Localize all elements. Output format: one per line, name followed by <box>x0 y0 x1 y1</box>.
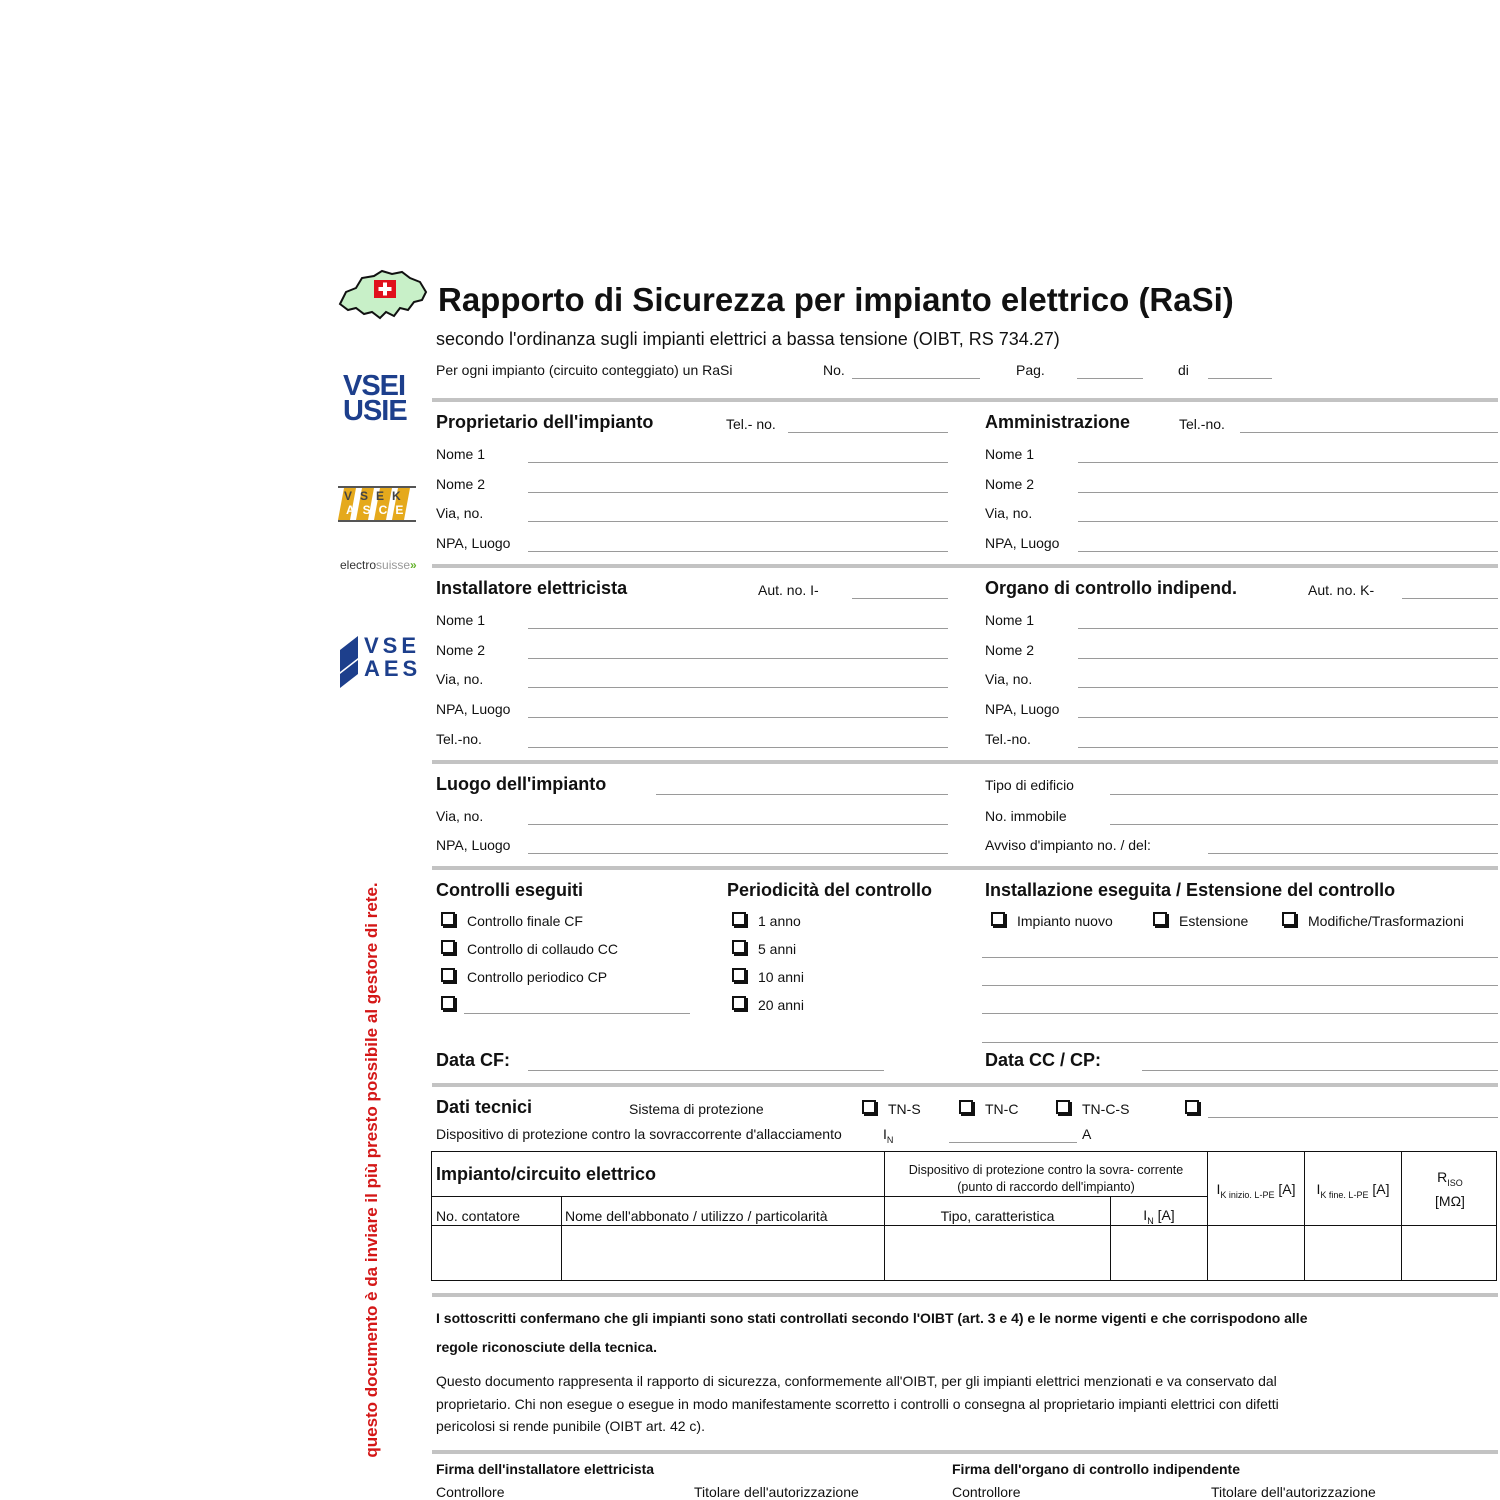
col-in <box>1111 1207 1207 1226</box>
tn-c-checkbox[interactable] <box>959 1100 973 1114</box>
report-no-field[interactable] <box>852 378 980 379</box>
installer-controller-label: Controllore <box>436 1484 505 1500</box>
period-20-checkbox[interactable] <box>732 996 746 1010</box>
tn-c-s-label: TN-C-S <box>1082 1101 1130 1117</box>
asce-logo-text: ASCE <box>346 503 412 517</box>
separator <box>432 1293 1498 1297</box>
installation-heading: Installazione eseguita / Estensione del controllo <box>985 880 1396 900</box>
control-body-aut-label: Aut. no. K- <box>1308 582 1375 598</box>
table-cell-ik-start[interactable] <box>1208 1226 1304 1280</box>
side-note: questo documento è da inviare il più presto possibile al gestore di rete. <box>362 882 381 1458</box>
installer-tel-field[interactable] <box>528 747 948 748</box>
location-field-label: NPA, Luogo <box>436 837 511 853</box>
property-no-label: No. immobile <box>985 808 1067 824</box>
table-line <box>884 1196 1207 1197</box>
declaration-bold-line: I sottoscritti confermano che gli impianti sono stati controllati secondo l'OIBT (art. 3 e 4) e le norme vigenti e che corrispodono alle <box>436 1310 1308 1326</box>
page-of-label: di <box>1178 362 1189 378</box>
owner-street-field[interactable] <box>528 521 948 522</box>
modifications-checkbox[interactable] <box>1282 912 1296 926</box>
page-total-field[interactable] <box>1208 378 1272 379</box>
date-cc-cp-label: Data CC / CP: <box>985 1050 1102 1070</box>
table-cell-meter[interactable] <box>432 1226 561 1280</box>
extension-label: Estensione <box>1179 913 1249 929</box>
location-name-field[interactable] <box>656 794 948 795</box>
declaration-text-line: proprietario. Chi non esegue o esegue in modo manifestamente scorretto i controlli o consegna al proprietario impianti elettrici con difetti <box>436 1396 1279 1412</box>
vsek-asce-logo <box>338 486 416 522</box>
ik-start-main: I <box>1216 1181 1221 1197</box>
ik-end-sub: K fine. L-PE <box>1320 1189 1369 1200</box>
owner-tel-label: Tel.- no. <box>726 416 776 432</box>
page-title: Rapporto di Sicurezza per impianto elettrico (RaSi) <box>438 281 1234 318</box>
check-cf-label: Controllo finale CF <box>467 913 583 929</box>
installer-field-label: Tel.-no. <box>436 731 482 747</box>
owner-field-label: Via, no. <box>436 505 484 521</box>
riso-header <box>1402 1168 1498 1210</box>
period-20-label: 20 anni <box>758 997 804 1013</box>
ik-end-main: I <box>1316 1181 1321 1197</box>
ik-end-header <box>1305 1181 1401 1200</box>
administration-name2-field[interactable] <box>1078 492 1498 493</box>
installation-notes-line[interactable] <box>982 1013 1498 1014</box>
administration-heading: Amministrazione <box>985 412 1131 432</box>
check-cp-label: Controllo periodico CP <box>467 969 608 985</box>
owner-field-label: NPA, Luogo <box>436 535 511 551</box>
check-other-checkbox[interactable] <box>441 996 455 1010</box>
control-body-field-label: Via, no. <box>985 671 1033 687</box>
period-1-label: 1 anno <box>758 913 801 929</box>
table-line <box>432 1196 884 1197</box>
tn-s-checkbox[interactable] <box>862 1100 876 1114</box>
other-system-checkbox[interactable] <box>1185 1100 1199 1114</box>
owner-tel-field[interactable] <box>788 432 948 433</box>
installer-city-field[interactable] <box>528 717 948 718</box>
check-cf-checkbox[interactable] <box>441 912 455 926</box>
overcurrent-value-field[interactable] <box>949 1142 1077 1143</box>
riso-sub: ISO <box>1447 1177 1463 1188</box>
tn-c-s-checkbox[interactable] <box>1056 1100 1070 1114</box>
in-label <box>883 1126 893 1145</box>
switzerland-map-logo <box>336 268 428 320</box>
overcurrent-unit: A <box>1082 1126 1092 1142</box>
administration-field-label: Nome 1 <box>985 446 1035 462</box>
installer-aut-field[interactable] <box>852 598 948 599</box>
col-subscriber: Nome dell'abbonato / utilizzo / particolarità <box>565 1208 828 1224</box>
administration-city-field[interactable] <box>1078 551 1498 552</box>
property-no-field[interactable] <box>1110 824 1498 825</box>
administration-field-label: Nome 2 <box>985 476 1035 492</box>
checks-heading: Controlli eseguiti <box>436 880 584 900</box>
period-1-checkbox[interactable] <box>732 912 746 926</box>
device-header-line1: Dispositivo di protezione contro la sovra- corrente <box>908 1163 1184 1177</box>
device-header <box>885 1162 1207 1196</box>
control-body-aut-field[interactable] <box>1402 598 1498 599</box>
installer-field-label: NPA, Luogo <box>436 701 511 717</box>
control-body-city-field[interactable] <box>1078 717 1498 718</box>
administration-name1-field[interactable] <box>1078 462 1498 463</box>
control-controller-label: Controllore <box>952 1484 1021 1500</box>
installer-name1-field[interactable] <box>528 628 948 629</box>
separator <box>432 866 1498 870</box>
owner-name2-field[interactable] <box>528 492 948 493</box>
installer-field-label: Via, no. <box>436 671 484 687</box>
check-cp-checkbox[interactable] <box>441 968 455 982</box>
col-type: Tipo, caratteristica <box>940 1208 1055 1224</box>
location-field-label: Via, no. <box>436 808 484 824</box>
vsei-usie-logo <box>343 370 407 427</box>
col-in-sub: N <box>1147 1215 1154 1226</box>
modifications-label: Modifiche/Trasformazioni <box>1308 913 1464 929</box>
tn-c-label: TN-C <box>985 1101 1019 1117</box>
vsei-logo-text: VSEI <box>343 370 406 402</box>
electrosuisse-logo-b: suisse <box>376 558 411 572</box>
period-5-checkbox[interactable] <box>732 940 746 954</box>
page-label: Pag. <box>1016 362 1045 378</box>
riso-main: R <box>1437 1169 1448 1185</box>
col-meter: No. contatore <box>436 1208 521 1224</box>
usie-logo-text: USIE <box>343 395 407 427</box>
vse-logo-text: VSE <box>364 633 421 658</box>
installer-holder-label: Titolare dell'autorizzazione <box>694 1484 859 1500</box>
location-heading: Luogo dell'impianto <box>436 774 607 794</box>
page-number-field[interactable] <box>1077 378 1143 379</box>
other-system-field[interactable] <box>1208 1117 1498 1118</box>
administration-tel-label: Tel.-no. <box>1179 416 1225 432</box>
installer-aut-label: Aut. no. I- <box>758 582 819 598</box>
control-body-field-label: Tel.-no. <box>985 731 1031 747</box>
declaration-text-line: pericolosi si rende punibile (OIBT art. 42 c). <box>436 1418 705 1434</box>
new-installation-label: Impianto nuovo <box>1017 913 1113 929</box>
device-header-line2: (punto di raccordo dell'impianto) <box>957 1180 1135 1194</box>
ik-end-unit: [A] <box>1372 1181 1390 1197</box>
vsek-logo-text: VSEK <box>344 489 409 503</box>
report-no-label: No. <box>823 362 845 378</box>
overcurrent-label: Dispositivo di protezione contro la sovraccorrente d'allacciamento <box>436 1126 842 1142</box>
control-body-field-label: Nome 1 <box>985 612 1035 628</box>
installer-heading: Installatore elettricista <box>436 578 628 598</box>
date-cc-cp-field[interactable] <box>1142 1070 1498 1071</box>
check-cc-checkbox[interactable] <box>441 940 455 954</box>
installer-field-label: Nome 2 <box>436 642 486 658</box>
owner-heading: Proprietario dell'impianto <box>436 412 654 432</box>
electrosuisse-logo <box>340 558 417 572</box>
control-body-tel-field[interactable] <box>1078 747 1498 748</box>
table-cell-ik-end[interactable] <box>1305 1226 1401 1280</box>
owner-name1-field[interactable] <box>528 462 948 463</box>
control-body-heading: Organo di controllo indipend. <box>985 578 1237 598</box>
separator <box>432 1083 1498 1087</box>
in-label-main: I <box>883 1126 887 1142</box>
control-body-field-label: NPA, Luogo <box>985 701 1060 717</box>
control-body-field-label: Nome 2 <box>985 642 1035 658</box>
installation-notes-line[interactable] <box>982 1042 1498 1043</box>
table-title: Impianto/circuito elettrico <box>436 1164 657 1184</box>
installation-notice-label: Avviso d'impianto no. / del: <box>985 837 1151 853</box>
ik-start-sub: K inizio. L-PE <box>1220 1189 1275 1200</box>
declaration-bold-line: regole riconosciute della tecnica. <box>436 1339 657 1355</box>
period-10-label: 10 anni <box>758 969 804 985</box>
installer-signature-heading: Firma dell'installatore elettricista <box>436 1461 655 1477</box>
separator <box>432 398 1498 402</box>
owner-field-label: Nome 1 <box>436 446 486 462</box>
control-body-street-field[interactable] <box>1078 687 1498 688</box>
control-holder-label: Titolare dell'autorizzazione <box>1211 1484 1376 1500</box>
protection-system-label: Sistema di protezione <box>629 1101 764 1117</box>
building-type-field[interactable] <box>1110 794 1498 795</box>
table-cell-subscriber[interactable] <box>562 1226 884 1280</box>
administration-tel-field[interactable] <box>1240 432 1498 433</box>
separator <box>432 1450 1498 1454</box>
declaration-text-line: Questo documento rappresenta il rapporto di sicurezza, conformemente all'OIBT, per gli impianti elettrici menzionati e va conservato dal <box>436 1373 1277 1389</box>
administration-field-label: NPA, Luogo <box>985 535 1060 551</box>
check-cc-label: Controllo di collaudo CC <box>467 941 618 957</box>
separator <box>432 564 1498 568</box>
table-cell-type[interactable] <box>885 1226 1110 1280</box>
control-body-name1-field[interactable] <box>1078 628 1498 629</box>
ik-start-unit: [A] <box>1278 1181 1296 1197</box>
col-in-main: I <box>1143 1207 1148 1223</box>
col-in-unit: [A] <box>1157 1207 1175 1223</box>
installer-name2-field[interactable] <box>528 658 948 659</box>
separator <box>432 760 1498 764</box>
installer-street-field[interactable] <box>528 687 948 688</box>
table-cell-riso[interactable] <box>1402 1226 1497 1280</box>
check-other-field[interactable] <box>464 1013 690 1014</box>
control-signature-heading: Firma dell'organo di controllo indipendente <box>952 1461 1241 1477</box>
administration-street-field[interactable] <box>1078 521 1498 522</box>
location-street-field[interactable] <box>528 824 948 825</box>
period-5-label: 5 anni <box>758 941 797 957</box>
electrosuisse-logo-a: electro <box>340 558 377 572</box>
installation-notes-line[interactable] <box>982 985 1498 986</box>
location-city-field[interactable] <box>528 853 948 854</box>
page-subtitle: secondo l'ordinanza sugli impianti elettrici a bassa tensione (OIBT, RS 734.27) <box>436 329 1060 349</box>
date-cf-field[interactable] <box>528 1070 884 1071</box>
ik-start-header <box>1208 1181 1304 1200</box>
control-body-name2-field[interactable] <box>1078 658 1498 659</box>
extension-checkbox[interactable] <box>1153 912 1167 926</box>
new-installation-checkbox[interactable] <box>991 912 1005 926</box>
owner-city-field[interactable] <box>528 551 948 552</box>
period-10-checkbox[interactable] <box>732 968 746 982</box>
date-cf-label: Data CF: <box>436 1050 511 1070</box>
per-impianto-note: Per ogni impianto (circuito conteggiato) un RaSi <box>436 362 733 378</box>
installer-field-label: Nome 1 <box>436 612 486 628</box>
technical-heading: Dati tecnici <box>436 1097 533 1117</box>
tn-s-label: TN-S <box>888 1101 921 1117</box>
riso-unit: [MΩ] <box>1435 1192 1465 1209</box>
chevron-right-icon: » <box>410 558 417 572</box>
vse-aes-logo <box>340 634 420 690</box>
installation-notice-field[interactable] <box>1208 853 1498 854</box>
periodicity-heading: Periodicità del controllo <box>727 880 933 900</box>
table-cell-in[interactable] <box>1111 1226 1207 1280</box>
administration-field-label: Via, no. <box>985 505 1033 521</box>
aes-logo-text: AES <box>364 656 422 681</box>
building-type-label: Tipo di edificio <box>985 777 1074 793</box>
owner-field-label: Nome 2 <box>436 476 486 492</box>
in-label-sub: N <box>886 1134 894 1145</box>
installation-notes-line[interactable] <box>982 957 1498 958</box>
